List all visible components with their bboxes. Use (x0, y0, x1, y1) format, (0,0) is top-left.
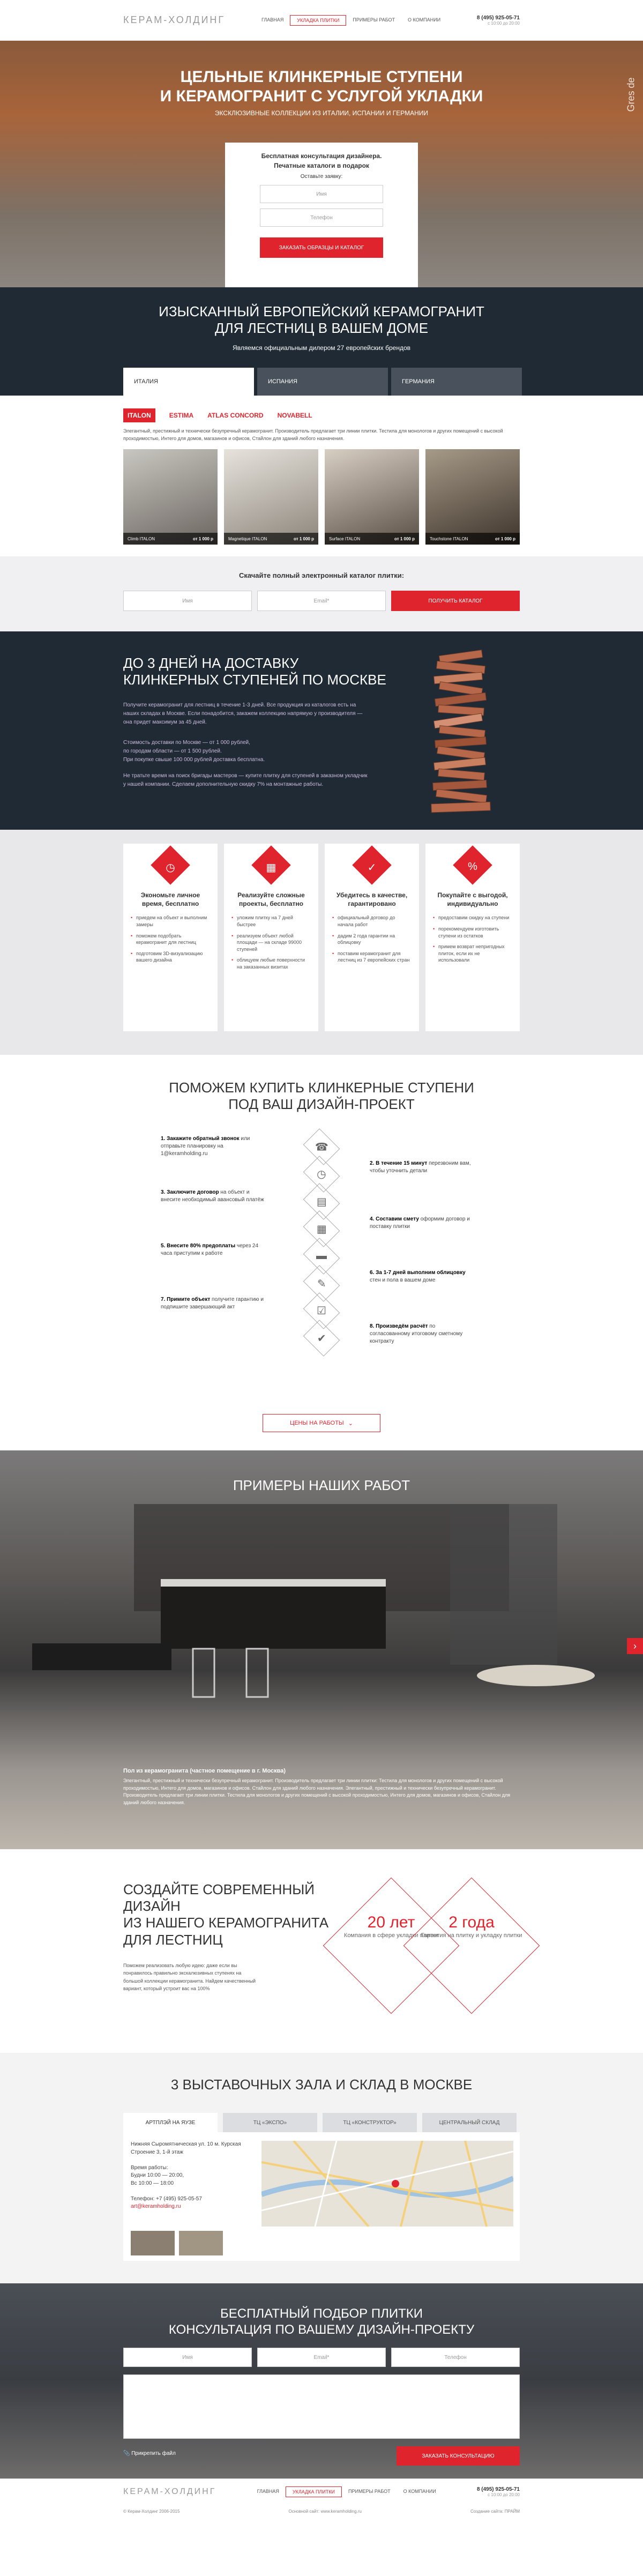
brand-tab-novabell[interactable]: NOVABELL (277, 412, 312, 419)
hours-weekdays: Будни 10:00 — 20:00, (131, 2172, 184, 2178)
tab-italy[interactable]: ИТАЛИЯ (123, 368, 254, 396)
benefits-section (0, 830, 643, 1055)
benefit-card (325, 844, 419, 1031)
catalog-download-form (123, 591, 520, 611)
brand-tab-atlas[interactable]: ATLAS CONCORD (207, 412, 264, 419)
phone-input[interactable]: Телефон (260, 209, 383, 227)
step-text: оформим договор и поставку плитки (370, 1216, 470, 1230)
form-title-line1: Бесплатная консультация дизайнера. (261, 152, 382, 160)
trowel-icon: ✎ (303, 1265, 340, 1302)
phone-number: 8 (495) 925-05-71 (476, 14, 520, 21)
showroom-info (131, 2141, 254, 2211)
hero-title-line1: ЦЕЛЬНЫЕ КЛИНКЕРНЫЕ СТУПЕНИ (180, 68, 463, 86)
delivery-p5: Не тратьте время на поиск бригады мастеров — купите плитку для ступеней в заказном укладчик у нашей компании. Сделаем дополнительную скидку 7% на монтажные работы. (123, 773, 368, 787)
hero-title-line2: И КЕРАМОГРАНИТ С УСЛУГОЙ УКЛАДКИ (160, 87, 483, 105)
step-label: 6. За 1-7 дней выполним облицовку (370, 1270, 466, 1276)
step-4 (370, 1216, 477, 1231)
footer-nav (251, 2486, 443, 2497)
step-6 (370, 1269, 477, 1284)
contact-title-line2: КОНСУЛЬТАЦИЯ ПО ВАШЕМУ ДИЗАЙН-ПРОЕКТУ (168, 2322, 475, 2337)
brand-tab-estima[interactable]: ESTIMA (169, 412, 194, 419)
catalog-title (0, 287, 643, 337)
shield-icon: ✓ (356, 851, 388, 883)
footer-nav-examples[interactable]: ПРИМЕРЫ РАБОТ (348, 2489, 391, 2494)
catalog-intro (0, 287, 643, 396)
brand-tabs (123, 412, 312, 422)
product-price: от 1 000 р (193, 536, 213, 541)
product-price: от 1 000 р (495, 536, 515, 541)
delivery-p3: по городам области — от 1 500 рублей. (123, 748, 222, 754)
form-title-line2: Печатные каталоги в подарок (274, 162, 369, 169)
footer-phone-number: 8 (495) 925-05-71 (476, 2486, 520, 2492)
product-card[interactable] (224, 449, 318, 545)
benefit-item: • поможем подобрать керамогранит для лестниц (131, 933, 210, 946)
showroom-email[interactable]: art@keramholding.ru (131, 2203, 181, 2209)
product-card[interactable] (123, 449, 218, 545)
tab-constructor[interactable]: ТЦ «КОНСТРУКТОР» (323, 2113, 417, 2132)
steps-title (0, 1055, 643, 1113)
developer-credit[interactable]: Создание сайта: ПРАЙМ (470, 2509, 520, 2514)
showroom-photos (131, 2231, 223, 2255)
delivery-title-line1: ДО 3 ДНЕЙ НА ДОСТАВКУ (123, 655, 299, 671)
tile-stack-illustration (423, 642, 498, 819)
product-name: Surface ITALON (329, 536, 361, 541)
document-icon: ▤ (303, 1183, 340, 1220)
contact-title-line1: БЕСПЛАТНЫЙ ПОДБОР ПЛИТКИ (220, 2306, 423, 2321)
footer-nav-home[interactable]: ГЛАВНАЯ (257, 2489, 279, 2494)
benefit-item: • примем возврат непригодных плиток, если их не использовали (433, 943, 512, 964)
steps-title-line1: ПОМОЖЕМ КУПИТЬ КЛИНКЕРНЫЕ СТУПЕНИ (169, 1079, 474, 1096)
footer-nav-about[interactable]: О КОМПАНИИ (403, 2489, 436, 2494)
chevron-down-icon: ⌄ (348, 1420, 353, 1427)
message-textarea[interactable] (123, 2374, 520, 2439)
order-samples-button[interactable]: ЗАКАЗАТЬ ОБРАЗЦЫ И КАТАЛОГ (260, 237, 383, 258)
showroom-photo[interactable] (131, 2231, 175, 2255)
product-card[interactable] (325, 449, 419, 545)
showroom-phone[interactable]: Телефон: +7 (495) 925-05-57 (131, 2195, 202, 2202)
step-label: 3. Заключите договор (161, 1189, 219, 1195)
step-2 (370, 1160, 477, 1175)
delivery-p1: Получите керамогранит для лестниц в течение 1-3 дней. Все продукция из каталогов есть на наших складах в Москве. Если понадобится, закажем коллекцию напрямую у производителя — она придет максимум за 45 дней. (123, 702, 363, 725)
get-catalog-button[interactable]: ПОЛУЧИТЬ КАТАЛОГ (391, 591, 520, 611)
warranty-diamond (403, 1878, 540, 2014)
catalog-subtitle: Являемся официальным дилером 27 европейских брендов (232, 344, 411, 352)
brand-tab-italon[interactable]: ITALON (123, 408, 155, 422)
benefit-card (224, 844, 318, 1031)
attach-label: Прикрепить файл (131, 2451, 176, 2456)
delivery-section (0, 631, 643, 830)
step-text: или отправьте планировку на 1@keramholding.ru (161, 1136, 250, 1157)
header-phone[interactable] (477, 15, 520, 26)
design-title-line2: ИЗ НАШЕГО КЕРАМОГРАНИТА (123, 1915, 329, 1931)
next-arrow-icon[interactable]: › (627, 1638, 643, 1654)
thumbs-up-icon: ✔ (303, 1320, 340, 1357)
warranty-label: Гарантия на плитку и укладку плитки (421, 1932, 522, 1939)
nav-examples[interactable]: ПРИМЕРЫ РАБОТ (353, 17, 395, 23)
delivery-title-line2: КЛИНКЕРНЫХ СТУПЕНЕЙ ПО МОСКВЕ (123, 672, 386, 688)
step-7 (161, 1296, 268, 1311)
years-value: 20 лет (367, 1914, 415, 1931)
benefit-item: • порекомендуем изготовить ступени из остатков (433, 926, 512, 939)
design-title (123, 1881, 332, 1948)
product-name: Touchstone ITALON (430, 536, 468, 541)
attach-file-link[interactable] (123, 2451, 176, 2456)
timer-icon: ◷ (303, 1156, 340, 1193)
hero-section (0, 41, 643, 287)
form-prompt: Оставьте заявку: (300, 174, 343, 180)
benefit-item: • реализуем объект любой площади — на складе 99000 ступеней (231, 933, 311, 953)
step-label: 7. Примите объект (161, 1297, 211, 1302)
step-label: 2. В течение 15 минут (370, 1160, 428, 1166)
hero-title (0, 68, 643, 106)
benefit-item: • предоставим скидку на ступени (433, 914, 512, 921)
step-label: 1. Закажите обратный звонок (161, 1136, 240, 1142)
steps-icon-column (289, 1135, 354, 1350)
site-header (0, 0, 643, 41)
phone-hours: с 10:00 до 20:00 (488, 20, 520, 26)
step-text: перезвоним вам, чтобы уточнить детали (370, 1160, 471, 1174)
footer-site-link[interactable]: Основной сайт: www.keramholding.ru (288, 2509, 362, 2514)
tab-artplay[interactable]: АРТПЛЭЙ НА ЯУЗЕ (123, 2113, 218, 2132)
step-text: по согласованному итоговому сметному контракту (370, 1323, 463, 1344)
design-title-line1: СОЗДАЙТЕ СОВРЕМЕННЫЙ ДИЗАЙН (123, 1881, 315, 1915)
country-tabs (123, 368, 522, 396)
footer-phone[interactable] (477, 2486, 520, 2497)
benefit-title: Покупайте с выгодой, индивидуально (437, 891, 508, 908)
years-label: Компания в сфере укладки плитки (343, 1932, 439, 1939)
product-name: Climb ITALON (128, 536, 155, 541)
delivery-p4: При покупке свыше 100 000 рублей доставка бесплатна. (123, 757, 265, 763)
benefit-title: Экономьте личное время, бесплатно (140, 891, 200, 908)
steps-diagram (161, 1135, 482, 1360)
benefit-item: • поставим керамогранит для лестниц из 7 европейских стран (332, 950, 412, 964)
form-title (246, 151, 397, 170)
step-1 (161, 1135, 268, 1158)
catalog-title-line1: ИЗЫСКАННЫЙ ЕВРОПЕЙСКИЙ КЕРАМОГРАНИТ (159, 303, 484, 319)
warranty-value: 2 года (448, 1914, 495, 1931)
benefit-item: • приедем на объект и выполним замеры (131, 914, 210, 928)
prices-button-label: ЦЕНЫ НА РАБОТЫ (290, 1420, 344, 1426)
step-text: через 24 часа приступим к работе (161, 1243, 259, 1256)
brand-description: Элегантный, престижный и технически безупречный керамогранит. Производитель предлагает три линии плитки. Тестила для монологов и других помещений с высокой проходимостью, Интего для домов, магазинов и офисов, Стайлон для зданий любого назначения. (123, 428, 503, 441)
footer-bottom (123, 2509, 520, 2514)
delivery-p2: Стоимость доставки по Москве — от 1 000 рублей, (123, 740, 250, 746)
steps-section (0, 1055, 643, 1450)
name-input[interactable]: Имя (260, 185, 383, 203)
contact-phone-input[interactable]: Телефон (391, 2348, 520, 2367)
prices-button[interactable] (263, 1414, 380, 1432)
price-tag-icon: % (457, 851, 489, 883)
showroom-tabs (123, 2113, 517, 2132)
hours-title: Время работы: (131, 2164, 168, 2171)
design-section (0, 1849, 643, 2053)
works-caption (123, 1767, 520, 1807)
product-price: от 1 000 р (294, 536, 314, 541)
order-consultation-button[interactable]: ЗАКАЗАТЬ КОНСУЛЬТАЦИЮ (397, 2446, 520, 2466)
catalog-email-input[interactable]: Email* (257, 591, 386, 611)
contact-title (0, 2306, 643, 2338)
paperclip-icon: 📎 (123, 2451, 130, 2456)
hours-weekend: Вс 10:00 — 18:00 (131, 2180, 174, 2186)
step-label: 8. Произведём расчёт (370, 1323, 428, 1329)
map-pin-icon (392, 2180, 399, 2187)
footer-phone-hours: с 10:00 до 20:00 (488, 2492, 520, 2497)
step-8 (370, 1323, 477, 1345)
contact-name-input[interactable]: Имя (123, 2348, 252, 2367)
benefit-item: • дадим 2 года гарантии на облицовку (332, 933, 412, 946)
tab-warehouse[interactable]: ЦЕНТРАЛЬНЫЙ СКЛАД (422, 2113, 517, 2132)
money-icon: ▬ (303, 1238, 340, 1275)
footer-top (123, 2486, 520, 2497)
works-caption-title: Пол из керамогранита (частное помещение в г. Москва) (123, 1767, 286, 1774)
main-nav (255, 15, 447, 26)
benefit-card (425, 844, 520, 1031)
benefit-item: • подготовим 3D-визуализацию вашего дизайна (131, 950, 210, 964)
delivery-title (123, 655, 386, 688)
step-text: получите гарантию и подпишите завершающий акт (161, 1297, 264, 1310)
contact-fields (123, 2348, 520, 2367)
warranty-stat (418, 1914, 525, 1940)
tab-spain[interactable]: ИСПАНИЯ (257, 368, 388, 396)
nav-home[interactable]: ГЛАВНАЯ (261, 17, 284, 23)
product-card[interactable] (425, 449, 520, 545)
tab-germany[interactable]: ГЕРМАНИЯ (391, 368, 522, 396)
nav-about[interactable]: О КОМПАНИИ (408, 17, 441, 23)
works-section (0, 1450, 643, 1849)
benefit-card (123, 844, 218, 1031)
footer-nav-tile-laying[interactable]: УКЛАДКА ПЛИТКИ (286, 2486, 342, 2497)
brand-section (0, 396, 643, 556)
copyright: © Керам-Холдинг 2006-2015 (123, 2509, 180, 2514)
catalog-title-line2: ДЛЯ ЛЕСТНИЦ В ВАШЕМ ДОМЕ (214, 320, 429, 337)
showroom-photo[interactable] (179, 2231, 223, 2255)
hero-subtitle: ЭКСКЛЮЗИВНЫЕ КОЛЛЕКЦИИ ИЗ ИТАЛИИ, ИСПАНИИ И ГЕРМАНИИ (214, 109, 429, 117)
contact-email-input[interactable]: Email* (257, 2348, 386, 2367)
phone-icon: ☎ (303, 1128, 340, 1165)
step-label: 4. Составим смету (370, 1216, 419, 1222)
steps-title-line2: ПОД ВАШ ДИЗАЙН-ПРОЕКТ (228, 1096, 415, 1113)
benefit-item: • официальный договор до начала работ (332, 914, 412, 928)
logo[interactable]: КЕРАМ-ХОЛДИНГ (123, 14, 226, 25)
showroom-panel (123, 2132, 520, 2261)
benefit-item: • облицуем любые поверхности на заказанных визитах (231, 957, 311, 970)
site-footer (0, 2478, 643, 2520)
map-graphic (261, 2141, 513, 2227)
step-text: стен и пола в вашем доме (370, 1277, 436, 1283)
catalog-download-title: Скачайте полный электронный каталог плитки: (238, 571, 405, 579)
consultation-form (225, 143, 418, 287)
showroom-address: Нижняя Сыромятническая ул. 10 м. Курская Строение 3, 1-й этаж (131, 2141, 241, 2155)
product-price: от 1 000 р (394, 536, 415, 541)
benefit-item: • уложим плитку на 7 дней быстрее (231, 914, 311, 928)
nav-tile-laying[interactable]: УКЛАДКА ПЛИТКИ (290, 15, 346, 26)
location-map[interactable] (261, 2141, 513, 2227)
hero-vertical-label: Gres de (625, 77, 637, 112)
tab-expo[interactable]: ТЦ «ЭКСПО» (223, 2113, 317, 2132)
design-title-line3: ДЛЯ ЛЕСТНИЦ (123, 1931, 223, 1948)
works-caption-text: Элегантный, престижный и технически безупречный керамогранит. Производитель предлагает три линии плитки: Тестила для монологов и других помещений с высокой проходимостью, Интего для домов, магазинов и офисов. Стайлон для зданий любого назначения. Элегантный, престижный и технически безупречный керамогранит. Производитель предлагает три линии плитки. Тестила для монологов и других помещений с высокой проходимостью, Интего для домов, магазинов и офисов, Стайлон для зданий любого назначения. (123, 1778, 511, 1805)
calculator-icon: ▦ (303, 1210, 340, 1247)
contact-section (0, 2283, 643, 2478)
product-cards (123, 449, 520, 545)
design-text: Поможем реализовать любую идею: даже если вы понравилось правильно экскалюзивных ступенях на большой коллекции керамогранита. Найдем качественный вариант, который устроит вас на 100% (123, 1963, 256, 1992)
clock-icon: ◷ (154, 851, 186, 883)
catalog-download (0, 556, 643, 631)
step-text: на объект и внесите необходимый авансовый платёж (161, 1189, 264, 1203)
step-label: 5. Внесите 80% предоплаты (161, 1243, 236, 1249)
benefit-columns (123, 844, 520, 1031)
building-icon: ▦ (255, 851, 287, 883)
signed-document-icon: ☑ (303, 1292, 340, 1329)
showrooms-section (0, 2053, 643, 2283)
benefit-title: Убедитесь в качестве, гарантировано (336, 891, 408, 908)
step-3 (161, 1189, 268, 1204)
benefit-title: Реализуйте сложные проекты, бесплатно (237, 891, 305, 908)
catalog-name-input[interactable]: Имя (123, 591, 252, 611)
footer-logo[interactable]: КЕРАМ-ХОЛДИНГ (123, 2487, 216, 2496)
step-5 (161, 1242, 268, 1257)
showrooms-title: 3 ВЫСТАВОЧНЫХ ЗАЛА И СКЛАД В МОСКВЕ (170, 2076, 473, 2093)
product-name: Magnetique ITALON (228, 536, 267, 541)
works-title: ПРИМЕРЫ НАШИХ РАБОТ (233, 1477, 410, 1493)
